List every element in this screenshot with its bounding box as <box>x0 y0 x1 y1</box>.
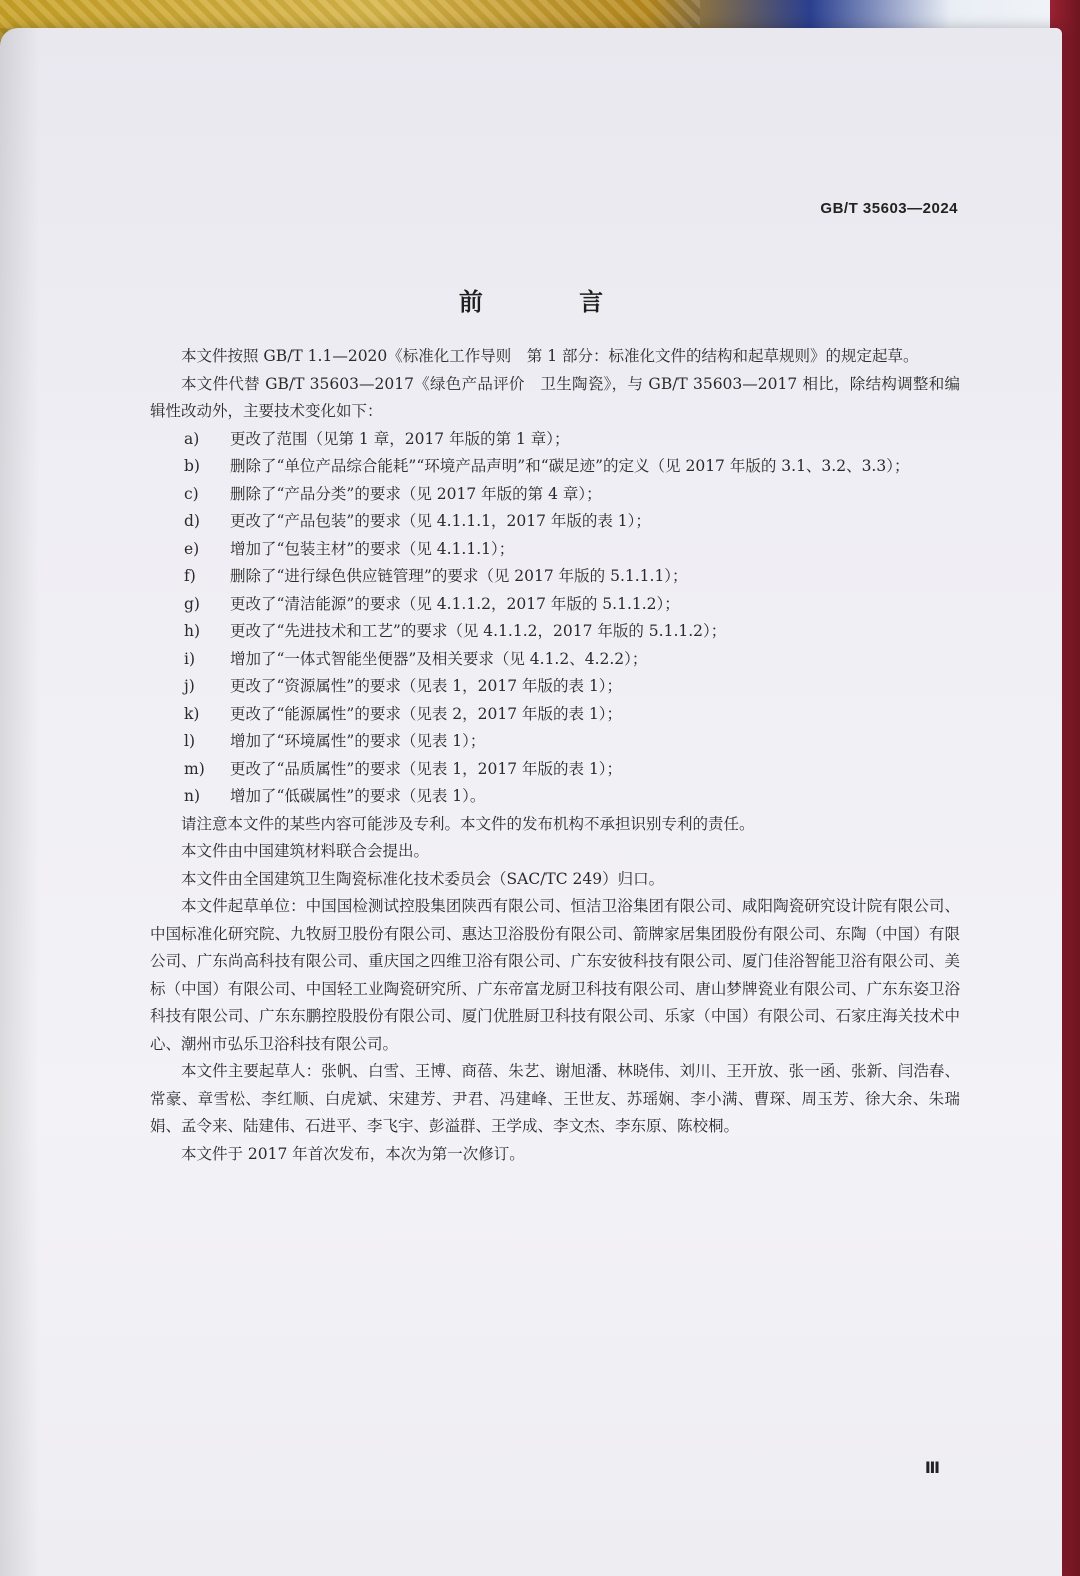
item-text: 更改了“清洁能源”的要求（见 4.1.1.2，2017 年版的 5.1.1.2）； <box>230 594 680 613</box>
publication-history: 本文件于 2017 年首次发布，本次为第一次修订。 <box>181 1144 525 1163</box>
list-item <box>150 701 960 729</box>
item-label: j) <box>184 677 195 695</box>
list-item <box>150 481 960 509</box>
item-label: m) <box>184 759 205 778</box>
drafters: 本文件主要起草人：张帆、白雪、王博、商蓓、朱艺、谢旭潘、林晓伟、刘川、王开放、张一函、张新、闫浩春、常豪、章雪松、李红顺、白虎斌、宋建芳、尹君、冯建峰、王世友、苏瑶娴、李小满、曹琛、周玉芳、徐大余、朱瑞娟、孟令来、陆建伟、石进平、李飞宇、彭溢群、王学成、李文杰、李东原、陈校桐。 <box>150 1062 960 1135</box>
item-label: k) <box>184 704 200 723</box>
committee-statement: 本文件由全国建筑卫生陶瓷标准化技术委员会（SAC/TC 249）归口。 <box>181 869 665 888</box>
item-label: f) <box>184 567 196 585</box>
page-title: 前 言 <box>458 288 648 316</box>
list-item <box>150 728 960 756</box>
list-item <box>150 783 960 811</box>
item-text: 更改了“产品包装”的要求（见 4.1.1.1，2017 年版的表 1）； <box>230 512 651 530</box>
item-label: a) <box>184 429 200 448</box>
item-text: 删除了“产品分类”的要求（见 2017 年版的第 4 章）； <box>230 484 602 503</box>
item-text: 更改了“能源属性”的要求（见表 2，2017 年版的表 1）； <box>230 704 623 723</box>
item-label: n) <box>184 787 201 805</box>
item-text: 增加了“包装主材”的要求（见 4.1.1.1）； <box>230 539 515 558</box>
item-label: e) <box>184 539 200 558</box>
item-label: d) <box>184 512 200 530</box>
item-label: l) <box>184 732 196 750</box>
list-item <box>150 563 960 591</box>
list-item <box>150 453 960 481</box>
item-text: 增加了“低碳属性”的要求（见表 1）。 <box>230 787 486 805</box>
item-label: g) <box>184 594 200 613</box>
item-text: 更改了范围（见第 1 章，2017 年版的第 1 章）； <box>230 429 570 448</box>
list-item <box>150 618 960 646</box>
item-text: 删除了“进行绿色供应链管理”的要求（见 2017 年版的 5.1.1.1）； <box>230 567 688 585</box>
item-text: 更改了“先进技术和工艺”的要求（见 4.1.1.2，2017 年版的 5.1.1.2）； <box>230 622 727 640</box>
list-item <box>150 426 960 454</box>
item-text: 更改了“品质属性”的要求（见表 1，2017 年版的表 1）； <box>230 759 623 778</box>
patent-notice: 请注意本文件的某些内容可能涉及专利。本文件的发布机构不承担识别专利的责任。 <box>181 814 755 833</box>
item-text: 增加了“环境属性”的要求（见表 1）； <box>230 732 486 750</box>
list-item <box>150 508 960 536</box>
standard-code: GB/T 35603—2024 <box>820 200 958 217</box>
list-item <box>150 756 960 784</box>
list-item <box>150 673 960 701</box>
proposer-statement: 本文件由中国建筑材料联合会提出。 <box>181 842 430 860</box>
document-page <box>0 28 1062 1576</box>
page-number: Ⅲ <box>924 1458 940 1477</box>
changes-list <box>150 426 960 811</box>
list-item <box>150 591 960 619</box>
item-label: h) <box>184 622 201 640</box>
drafting-units: 本文件起草单位：中国国检测试控股集团陕西有限公司、恒洁卫浴集团有限公司、咸阳陶瓷研究设计院有限公司、中国标准化研究院、九牧厨卫股份有限公司、惠达卫浴股份有限公司、箭牌家居集团股份有限公司、东陶（中国）有限公司、广东尚高科技有限公司、重庆国之四维卫浴有限公司、广东安彼科技有限公司、厦门佳浴智能卫浴有限公司、美标（中国）有限公司、中国轻工业陶瓷研究所、广东帝富龙厨卫科技有限公司、唐山梦牌瓷业有限公司、广东东姿卫浴科技有限公司、广东东鹏控股股份有限公司、厦门优胜厨卫科技有限公司、乐家（中国）有限公司、石家庄海关技术中心、潮州市弘乐卫浴科技有限公司。 <box>150 897 960 1053</box>
item-text: 增加了“一体式智能坐便器”及相关要求（见 4.1.2、4.2.2）； <box>230 649 648 668</box>
item-label: i) <box>184 649 196 668</box>
item-text: 删除了“单位产品综合能耗”“环境产品声明”和“碳足迹”的定义（见 2017 年版的 3.1、3.2、3.3）； <box>230 457 910 475</box>
item-label: c) <box>184 484 199 503</box>
item-text: 更改了“资源属性”的要求（见表 1，2017 年版的表 1）； <box>230 677 623 695</box>
list-item <box>150 646 960 674</box>
list-item <box>150 536 960 564</box>
document-body <box>150 343 960 1168</box>
intro-paragraph: 本文件代替 GB/T 35603—2017《绿色产品评价 卫生陶瓷》，与 GB/T 35603—2017 相比，除结构调整和编辑性改动外，主要技术变化如下： <box>150 374 960 420</box>
intro-paragraph: 本文件按照 GB/T 1.1—2020《标准化工作导则 第 1 部分：标准化文件的结构和起草规则》的规定起草。 <box>181 347 919 365</box>
item-label: b) <box>184 457 200 475</box>
